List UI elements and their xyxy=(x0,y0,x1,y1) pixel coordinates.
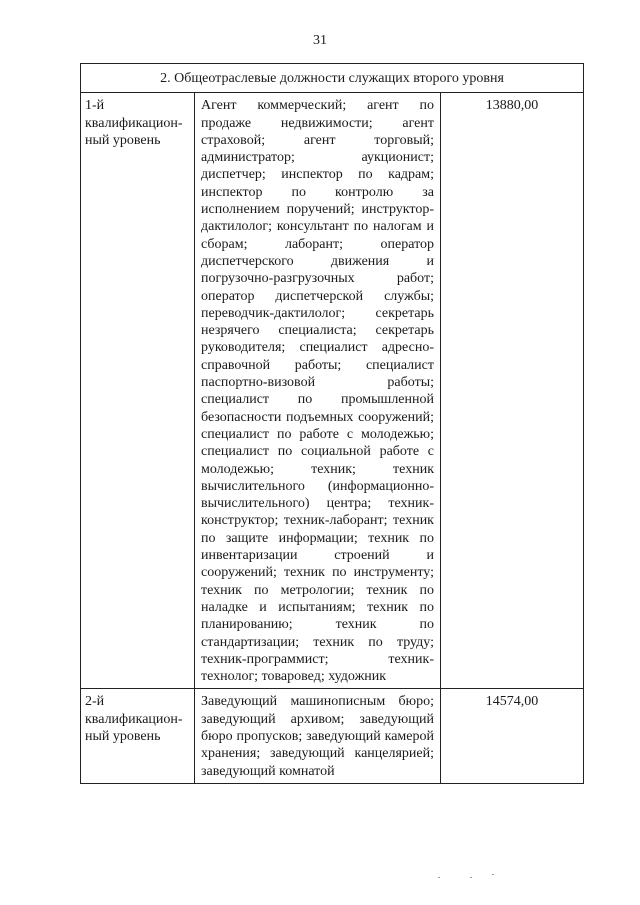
page-number: 31 xyxy=(313,33,327,48)
table-row xyxy=(81,689,584,783)
scan-artifact xyxy=(438,877,440,878)
qualification-level-cell: 1-й квалификацион-ный уровень xyxy=(81,93,195,689)
qualification-level-cell: 2-й квалификацион-ный уровень xyxy=(81,689,195,783)
scan-artifact xyxy=(492,874,494,875)
section-heading-row xyxy=(81,64,584,93)
salary-table xyxy=(80,63,584,784)
positions-cell: Заведующий машинописным бюро; заведующий архивом; заведующий бюро пропусков; заведующий камерой хранения; заведующий канцелярией; заведующий комнатой xyxy=(195,689,441,783)
salary-cell: 14574,00 xyxy=(441,689,584,783)
salary-cell: 13880,00 xyxy=(441,93,584,689)
scan-artifact xyxy=(470,877,472,878)
section-heading: 2. Общеотраслевые должности служащих второго уровня xyxy=(81,64,584,93)
table-row xyxy=(81,93,584,689)
positions-cell: Агент коммерческий; агент по продаже недвижимости; агент страховой; агент торговый; администратор; аукционист; диспетчер; инспектор по кадрам; инспектор по контролю за исполнением поручений; инструктор-дактилолог; консультант по налогам и сборам; лаборант; оператор диспетчерского движения и погрузочно-разгрузочных работ; оператор диспетчерской службы; переводчик-дактилолог; секретарь незрячего специалиста; секретарь руководителя; специалист адресно-справочной работы; специалист паспортно-визовой работы; специалист по промышленной безопасности подъемных сооружений; специалист по работе с молодежью; специалист по социальной работе с молодежью; техник; техник вычислительного (информационно-вычислительного) центра; техник-конструктор; техник-лаборант; техник по защите информации; техник по инвентаризации строений и сооружений; техник по инструменту; техник по метрологии; техник по наладке и испытаниям; техник по планированию; техник по стандартизации; техник по труду; техник-программист; техник-технолог; товаровед; художник xyxy=(195,93,441,689)
